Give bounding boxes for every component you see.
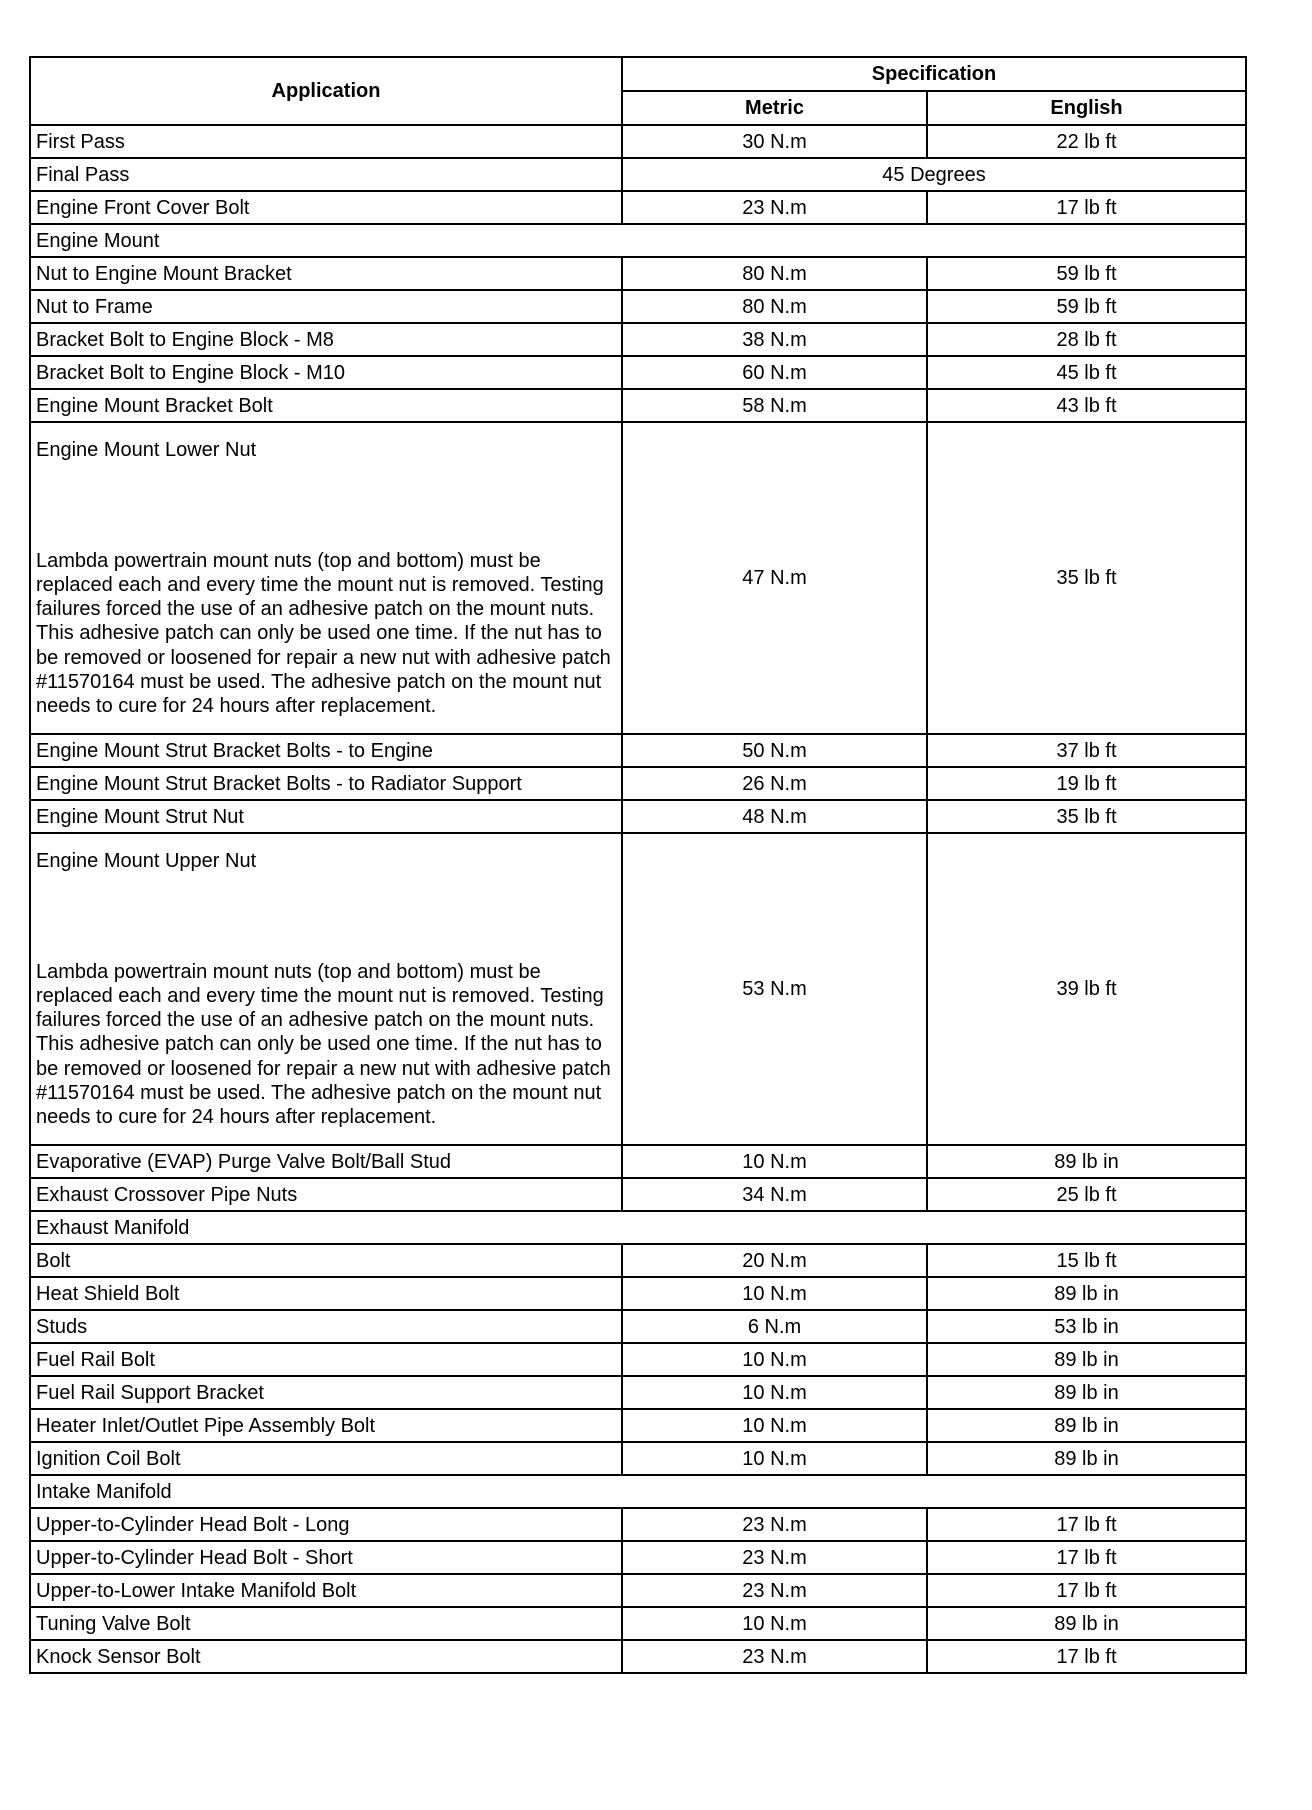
application-cell: Final Pass [30, 158, 622, 191]
table-row [30, 356, 1246, 389]
application-cell: Nut to Engine Mount Bracket [30, 257, 622, 290]
metric-cell: 23 N.m [622, 1574, 927, 1607]
application-cell: Evaporative (EVAP) Purge Valve Bolt/Ball Stud [30, 1145, 622, 1178]
english-cell: 89 lb in [927, 1277, 1246, 1310]
english-cell: 43 lb ft [927, 389, 1246, 422]
mount-nut-note: Lambda powertrain mount nuts (top and bottom) must be replaced each and every time the mount nut is removed. Testing failures forced the use of an adhesive patch on the mount nuts. This adhesive patch can only be used one time. If the nut has to be removed or loosened for repair a new nut with adhesive patch #11570164 must be used. The adhesive patch on the mount nut needs to cure for 24 hours after replacement. [36, 549, 611, 717]
group-row [30, 1211, 1246, 1244]
metric-cell: 20 N.m [622, 1244, 927, 1277]
english-cell: 89 lb in [927, 1145, 1246, 1178]
metric-cell: 30 N.m [622, 125, 927, 158]
application-cell: Bolt [30, 1244, 622, 1277]
english-cell: 35 lb ft [927, 800, 1246, 833]
table-row [30, 125, 1246, 158]
table-row [30, 1178, 1246, 1211]
application-cell: Exhaust Crossover Pipe Nuts [30, 1178, 622, 1211]
english-cell: 89 lb in [927, 1409, 1246, 1442]
english-cell: 35 lb ft [927, 422, 1246, 734]
table-row [30, 389, 1246, 422]
english-cell: 19 lb ft [927, 767, 1246, 800]
table-row [30, 767, 1246, 800]
metric-cell: 10 N.m [622, 1607, 927, 1640]
metric-cell: 10 N.m [622, 1145, 927, 1178]
application-cell: Engine Mount Strut Bracket Bolts - to Engine [30, 734, 622, 767]
header-row [30, 57, 1246, 91]
table-row [30, 1409, 1246, 1442]
metric-cell: 80 N.m [622, 290, 927, 323]
english-cell: 45 lb ft [927, 356, 1246, 389]
application-cell: Nut to Frame [30, 290, 622, 323]
application-cell: Studs [30, 1310, 622, 1343]
english-cell: 37 lb ft [927, 734, 1246, 767]
application-label: Engine Mount Lower Nut [36, 438, 257, 461]
table-row [30, 158, 1246, 191]
application-cell: Tuning Valve Bolt [30, 1607, 622, 1640]
english-cell: 17 lb ft [927, 1508, 1246, 1541]
application-header: Application [30, 57, 622, 125]
english-cell: 28 lb ft [927, 323, 1246, 356]
application-cell: Upper-to-Lower Intake Manifold Bolt [30, 1574, 622, 1607]
application-cell: Fuel Rail Bolt [30, 1343, 622, 1376]
application-label: Engine Mount Upper Nut [36, 849, 257, 872]
application-cell: Heater Inlet/Outlet Pipe Assembly Bolt [30, 1409, 622, 1442]
application-cell [30, 833, 622, 1145]
english-cell: 17 lb ft [927, 1640, 1246, 1673]
english-cell: 89 lb in [927, 1442, 1246, 1475]
application-cell: Bracket Bolt to Engine Block - M10 [30, 356, 622, 389]
metric-cell: 23 N.m [622, 191, 927, 224]
spec-span-cell: 45 Degrees [622, 158, 1246, 191]
application-cell: Engine Mount Bracket Bolt [30, 389, 622, 422]
english-cell: 17 lb ft [927, 1541, 1246, 1574]
table-row [30, 257, 1246, 290]
english-cell: 89 lb in [927, 1376, 1246, 1409]
table-row [30, 1607, 1246, 1640]
table-row [30, 1277, 1246, 1310]
table-row [30, 800, 1246, 833]
metric-cell: 80 N.m [622, 257, 927, 290]
table-row [30, 1343, 1246, 1376]
metric-cell: 6 N.m [622, 1310, 927, 1343]
english-cell: 17 lb ft [927, 191, 1246, 224]
english-cell: 89 lb in [927, 1343, 1246, 1376]
metric-cell: 10 N.m [622, 1442, 927, 1475]
group-label: Exhaust Manifold [30, 1211, 1246, 1244]
table-row [30, 1640, 1246, 1673]
application-cell: Knock Sensor Bolt [30, 1640, 622, 1673]
table-row-with-note [30, 422, 1246, 734]
metric-cell: 47 N.m [622, 422, 927, 734]
table-row [30, 191, 1246, 224]
application-cell: Upper-to-Cylinder Head Bolt - Short [30, 1541, 622, 1574]
english-cell: 53 lb in [927, 1310, 1246, 1343]
specification-header: Specification [622, 57, 1246, 91]
mount-nut-note: Lambda powertrain mount nuts (top and bottom) must be replaced each and every time the mount nut is removed. Testing failures forced the use of an adhesive patch on the mount nuts. This adhesive patch can only be used one time. If the nut has to be removed or loosened for repair a new nut with adhesive patch #11570164 must be used. The adhesive patch on the mount nut needs to cure for 24 hours after replacement. [36, 960, 611, 1128]
metric-cell: 26 N.m [622, 767, 927, 800]
table-row [30, 290, 1246, 323]
metric-cell: 34 N.m [622, 1178, 927, 1211]
table-row [30, 1574, 1246, 1607]
table-row [30, 1145, 1246, 1178]
metric-cell: 10 N.m [622, 1343, 927, 1376]
table-row [30, 1310, 1246, 1343]
application-cell: Ignition Coil Bolt [30, 1442, 622, 1475]
metric-cell: 38 N.m [622, 323, 927, 356]
metric-cell: 23 N.m [622, 1640, 927, 1673]
metric-cell: 48 N.m [622, 800, 927, 833]
table-row [30, 1442, 1246, 1475]
application-cell: Engine Mount Strut Nut [30, 800, 622, 833]
table-row [30, 1541, 1246, 1574]
metric-cell: 60 N.m [622, 356, 927, 389]
metric-cell: 58 N.m [622, 389, 927, 422]
table-row [30, 1508, 1246, 1541]
metric-cell: 10 N.m [622, 1409, 927, 1442]
english-cell: 22 lb ft [927, 125, 1246, 158]
english-cell: 17 lb ft [927, 1574, 1246, 1607]
metric-header: Metric [622, 91, 927, 125]
application-cell: Engine Mount Strut Bracket Bolts - to Radiator Support [30, 767, 622, 800]
application-cell: Engine Front Cover Bolt [30, 191, 622, 224]
english-cell: 59 lb ft [927, 257, 1246, 290]
metric-cell: 50 N.m [622, 734, 927, 767]
metric-cell: 10 N.m [622, 1376, 927, 1409]
group-row [30, 1475, 1246, 1508]
application-cell: Fuel Rail Support Bracket [30, 1376, 622, 1409]
application-cell: Heat Shield Bolt [30, 1277, 622, 1310]
english-cell: 15 lb ft [927, 1244, 1246, 1277]
table-row-with-note [30, 833, 1246, 1145]
metric-cell: 10 N.m [622, 1277, 927, 1310]
application-cell: Bracket Bolt to Engine Block - M8 [30, 323, 622, 356]
table-row [30, 734, 1246, 767]
table-row [30, 323, 1246, 356]
english-cell: 39 lb ft [927, 833, 1246, 1145]
application-cell: First Pass [30, 125, 622, 158]
english-header: English [927, 91, 1246, 125]
metric-cell: 23 N.m [622, 1541, 927, 1574]
english-cell: 89 lb in [927, 1607, 1246, 1640]
application-cell [30, 422, 622, 734]
metric-cell: 23 N.m [622, 1508, 927, 1541]
metric-cell: 53 N.m [622, 833, 927, 1145]
group-label: Engine Mount [30, 224, 1246, 257]
group-label: Intake Manifold [30, 1475, 1246, 1508]
english-cell: 25 lb ft [927, 1178, 1246, 1211]
table-row [30, 1244, 1246, 1277]
group-row [30, 224, 1246, 257]
torque-spec-table [29, 56, 1247, 1674]
table-row [30, 1376, 1246, 1409]
english-cell: 59 lb ft [927, 290, 1246, 323]
application-cell: Upper-to-Cylinder Head Bolt - Long [30, 1508, 622, 1541]
